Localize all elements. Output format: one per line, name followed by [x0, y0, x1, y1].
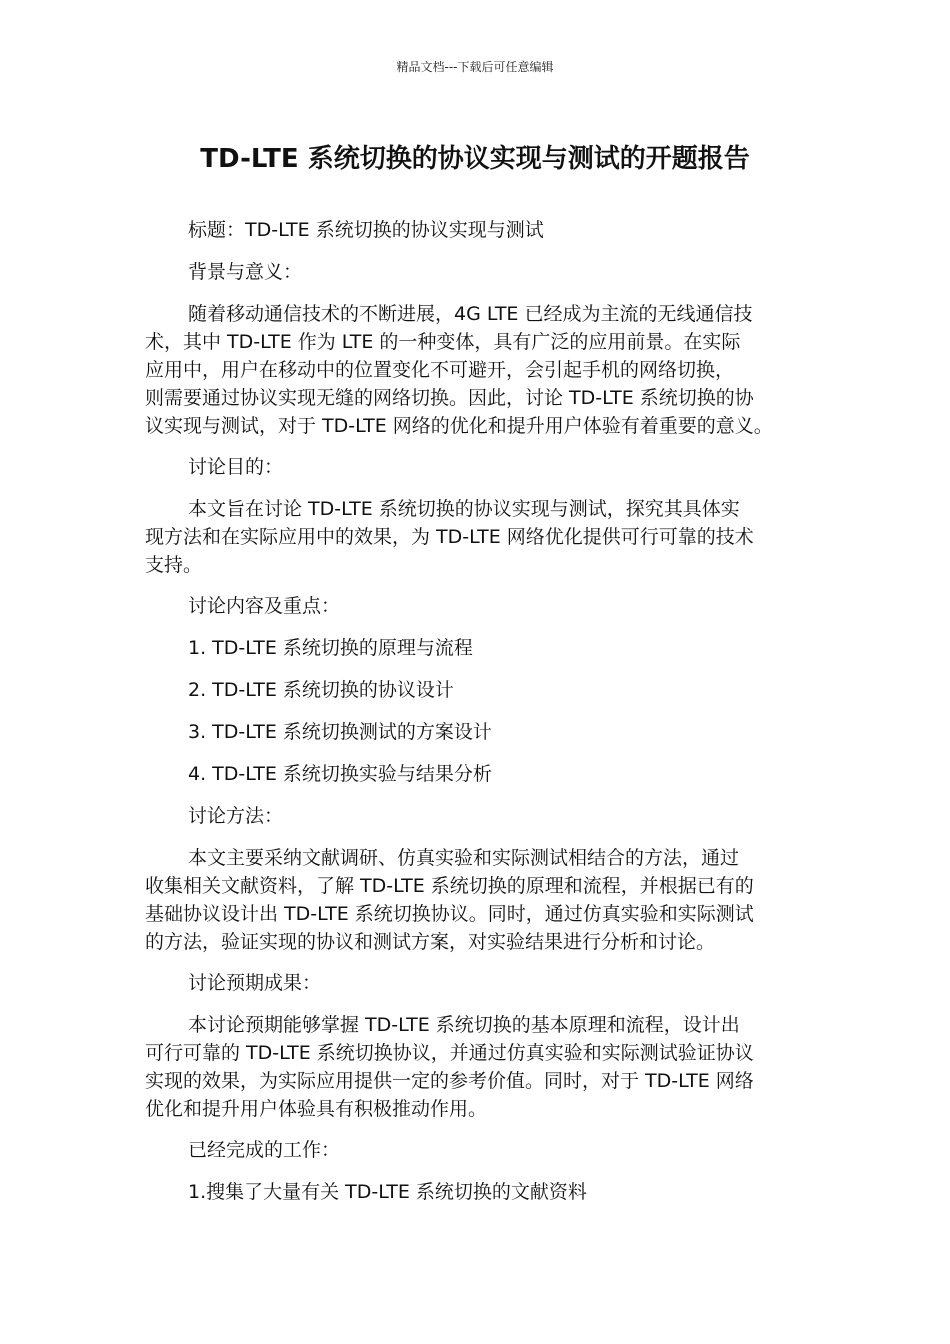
paragraph-line: 已经完成的工作：: [188, 1139, 341, 1161]
paragraph: [145, 216, 810, 244]
paragraph: [145, 760, 810, 788]
paragraph: [145, 676, 810, 704]
paragraph-line: 本文主要采纳文献调研、仿真实验和实际测试相结合的方法，通过: [188, 847, 740, 869]
paragraph-line: 讨论预期成果：: [188, 972, 322, 994]
paragraph-line: 实现的效果，为实际应用提供一定的参考价值。同时，对于 TD-LTE 网络: [145, 1070, 754, 1092]
paragraph-line: 本讨论预期能够掌握 TD-LTE 系统切换的基本原理和流程，设计出: [188, 1014, 740, 1036]
paragraph-line: 术，其中 TD-LTE 作为 LTE 的一种变体，具有广泛的应用前景。在实际: [145, 331, 741, 353]
paragraph-line: 背景与意义：: [188, 261, 303, 283]
paragraph-line: 可行可靠的 TD-LTE 系统切换协议，并通过仿真实验和实际测试验证协议: [145, 1042, 754, 1064]
paragraph: [145, 495, 810, 579]
paragraph: [145, 1178, 810, 1206]
paragraph-line: 则需要通过协议实现无缝的网络切换。因此，讨论 TD-LTE 系统切换的协: [145, 387, 754, 409]
paragraph-line: 基础协议设计出 TD-LTE 系统切换协议。同时，通过仿真实验和实际测试: [145, 903, 754, 925]
paragraph: [145, 300, 810, 440]
document-title: TD-LTE 系统切换的协议实现与测试的开题报告: [200, 144, 750, 174]
paragraph-line: 的方法，验证实现的协议和测试方案，对实验结果进行分析和讨论。: [145, 931, 716, 953]
page-header-note: 精品文档---下载后可任意编辑: [396, 60, 554, 74]
document-body: [145, 216, 810, 1220]
paragraph-line: 本文旨在讨论 TD-LTE 系统切换的协议实现与测试，探究其具体实: [188, 498, 740, 520]
paragraph-line: 讨论方法：: [188, 805, 284, 827]
paragraph-line: 3. TD-LTE 系统切换测试的方案设计: [188, 721, 492, 743]
paragraph-line: 现方法和在实际应用中的效果，为 TD-LTE 网络优化提供可行可靠的技术: [145, 526, 754, 548]
paragraph: [145, 1136, 810, 1164]
paragraph-line: 讨论内容及重点：: [188, 595, 341, 617]
paragraph-line: 应用中，用户在移动中的位置变化不可避开，会引起手机的网络切换，: [145, 359, 735, 381]
paragraph-line: 4. TD-LTE 系统切换实验与结果分析: [188, 763, 492, 785]
paragraph: [145, 718, 810, 746]
paragraph: [145, 453, 810, 481]
paragraph-line: 议实现与测试，对于 TD-LTE 网络的优化和提升用户体验有着重要的意义。: [145, 415, 773, 437]
paragraph: [145, 969, 810, 997]
paragraph-line: 收集相关文献资料，了解 TD-LTE 系统切换的原理和流程，并根据已有的: [145, 875, 754, 897]
paragraph: [145, 1011, 810, 1123]
paragraph: [145, 802, 810, 830]
paragraph: [145, 844, 810, 956]
paragraph: [145, 592, 810, 620]
paragraph-line: 随着移动通信技术的不断进展，4G LTE 已经成为主流的无线通信技: [188, 303, 753, 325]
paragraph: [145, 634, 810, 662]
paragraph-line: 1. TD-LTE 系统切换的原理与流程: [188, 637, 473, 659]
paragraph-line: 讨论目的：: [188, 456, 284, 478]
paragraph-line: 1.搜集了大量有关 TD-LTE 系统切换的文献资料: [188, 1181, 587, 1203]
paragraph-line: 2. TD-LTE 系统切换的协议设计: [188, 679, 454, 701]
paragraph-line: 优化和提升用户体验具有积极推动作用。: [145, 1098, 488, 1120]
paragraph-line: 标题：TD-LTE 系统切换的协议实现与测试: [188, 219, 544, 241]
paragraph-line: 支持。: [145, 554, 203, 576]
paragraph: [145, 258, 810, 286]
